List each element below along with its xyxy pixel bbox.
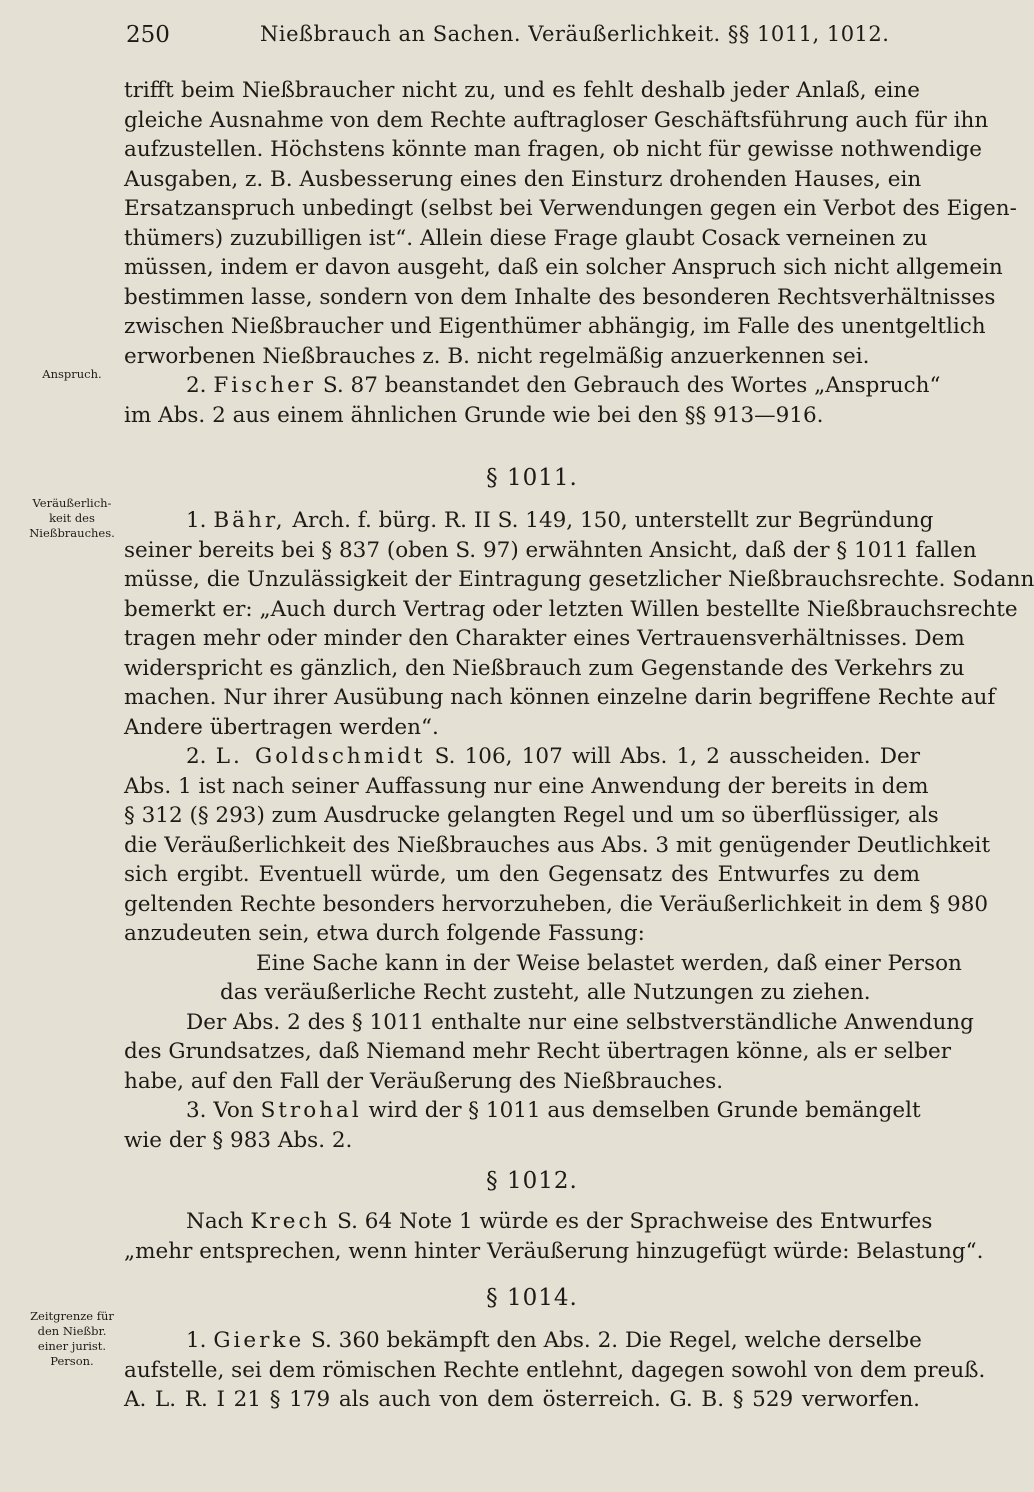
text-fragment: S. 64 Note 1 würde es der Sprachweise des Entwurfes [337, 1209, 933, 1234]
text-line: die Veräußerlichkeit des Nießbrauches aus Abs. 3 mit genügender Deutlichkeit [124, 832, 991, 858]
item-number: 1. [186, 1328, 207, 1353]
text-line: müssen, indem er davon ausgeht, daß ein solcher Anspruch sich nicht allgemein [124, 255, 1003, 280]
text-line: Andere übertragen werden“. [124, 714, 439, 740]
text-line: sich ergibt. Eventuell würde, um den Gegensatz des Entwurfes zu dem [124, 862, 920, 887]
author-name: Krech [250, 1209, 331, 1234]
text-line: machen. Nur ihrer Ausübung nach können einzelne darin begriffene Rechte auf [124, 685, 996, 710]
text-line: müsse, die Unzulässigkeit der Eintragung gesetzlicher Nießbrauchsrechte. Sodann [124, 567, 1034, 592]
text-line: Ausgaben, z. B. Ausbesserung eines den Einsturz drohenden Hauses, ein [124, 166, 922, 192]
item-number: 2. [186, 373, 207, 398]
paragraph-first-line [124, 1096, 920, 1126]
text-line: thümers) zuzubilligen ist“. Allein diese Frage glaubt Cosack verneinen zu [124, 225, 928, 251]
text-line: bestimmen lasse, sondern von dem Inhalte des besonderen Rechtsverhältnisses [124, 284, 996, 310]
paragraph-first-line [124, 742, 920, 772]
page-body [124, 76, 1034, 1415]
text-line: im Abs. 2 aus einem ähnlichen Grunde wie bei den §§ 913—916. [124, 402, 824, 428]
running-header [126, 22, 916, 54]
margin-note-zeitgrenze: Zeitgrenze für den Nießbr. einer jurist. Person. [30, 1309, 114, 1368]
section-heading-1012: § 1012. [486, 1168, 578, 1194]
text-line: bemerkt er: „Auch durch Vertrag oder letzten Willen bestellte Nießbrauchsrechte [124, 596, 1018, 622]
text-fragment: Nach [186, 1209, 244, 1234]
text-line: geltenden Rechte besonders hervorzuheben, die Veräußerlichkeit in dem § 980 [124, 891, 989, 917]
text-line: Ersatzanspruch unbedingt (selbst bei Verwendungen gegen ein Verbot des Eigen- [124, 196, 1017, 221]
text-fragment: S. 87 beanstandet den Gebrauch des Wortes „Anspruch“ [322, 373, 941, 398]
author-name: L. Goldschmidt [215, 744, 426, 769]
text-line: gleiche Ausnahme von dem Rechte auftragloser Geschäftsführung auch für ihn [124, 107, 989, 133]
section-heading-1014: § 1014. [486, 1285, 578, 1311]
text-line: A. L. R. I 21 § 179 als auch von dem österreich. G. B. § 529 verworfen. [124, 1387, 920, 1412]
section-heading-1011: § 1011. [486, 465, 578, 491]
text-fragment: S. 360 bekämpft den Abs. 2. Die Regel, welche derselbe [311, 1328, 922, 1353]
text-fragment: wird der § 1011 aus demselben Grunde bemängelt [368, 1098, 921, 1123]
running-title: Nießbrauch an Sachen. Veräußerlichkeit. §§ 1011, 1012. [260, 22, 890, 46]
text-line: tragen mehr oder minder den Charakter eines Vertrauensverhältnisses. Dem [124, 626, 965, 651]
text-line: habe, auf den Fall der Veräußerung des Nießbrauches. [124, 1068, 724, 1094]
paragraph-first-line [124, 1207, 933, 1237]
text-fragment: Arch. f. bürg. R. II S. 149, 150, unterstellt zur Begründung [292, 508, 934, 533]
text-line: des Grundsatzes, daß Niemand mehr Recht übertragen könne, als er selber [124, 1039, 952, 1064]
paragraph-first-line [124, 371, 941, 401]
paragraph-first-line [124, 1326, 920, 1356]
item-number: 2. [186, 744, 207, 769]
text-line: § 312 (§ 293) zum Ausdrucke gelangten Regel und um so überflüssiger, als [124, 803, 939, 828]
text-line: anzudeuten sein, etwa durch folgende Fassung: [124, 921, 645, 946]
text-line: widerspricht es gänzlich, den Nießbrauch zum Gegenstande des Verkehrs zu [124, 655, 965, 681]
text-line: aufzustellen. Höchstens könnte man fragen, ob nicht für gewisse nothwendige [124, 137, 982, 162]
author-name: Bähr, [213, 508, 286, 533]
text-line: erworbenen Nießbrauches z. B. nicht regelmäßig anzuerkennen sei. [124, 343, 870, 369]
text-line: „mehr entsprechen, wenn hinter Veräußerung hinzugefügt würde: Belastung“. [124, 1238, 984, 1264]
text-line: aufstelle, sei dem römischen Rechte entlehnt, dagegen sowohl von dem preuß. [124, 1357, 986, 1383]
text-line: wie der § 983 Abs. 2. [124, 1127, 353, 1153]
text-line: trifft beim Nießbraucher nicht zu, und es fehlt deshalb jeder Anlaß, eine [124, 78, 920, 103]
text-line: zwischen Nießbraucher und Eigenthümer abhängig, im Falle des unentgeltlich [124, 314, 986, 339]
margin-note-veraeusserlichkeit: Veräußerlich- keit des Nießbrauches. [29, 496, 115, 540]
text-line: seiner bereits bei § 837 (oben S. 97) erwähnten Ansicht, daß der § 1011 fallen [124, 537, 977, 563]
text-line: Abs. 1 ist nach seiner Auffassung nur eine Anwendung der bereits in dem [124, 773, 929, 799]
item-number: 3. [186, 1098, 207, 1123]
paragraph-first-line [124, 506, 934, 536]
page-number: 250 [126, 22, 170, 48]
item-number: 1. [186, 508, 207, 533]
quote-line: Eine Sache kann in der Weise belastet werden, daß einer Person [256, 950, 962, 976]
margin-note-anspruch: Anspruch. [42, 367, 102, 381]
author-name: Strohal [260, 1098, 362, 1123]
text-fragment: S. 106, 107 will Abs. 1, 2 ausscheiden. Der [434, 744, 920, 769]
text-line: Der Abs. 2 des § 1011 enthalte nur eine selbstverständliche Anwendung [186, 1009, 974, 1035]
quote-line: das veräußerliche Recht zusteht, alle Nutzungen zu ziehen. [220, 980, 871, 1005]
author-name: Fischer [213, 373, 317, 398]
text-fragment: Von [213, 1098, 254, 1123]
author-name: Gierke [213, 1328, 305, 1353]
